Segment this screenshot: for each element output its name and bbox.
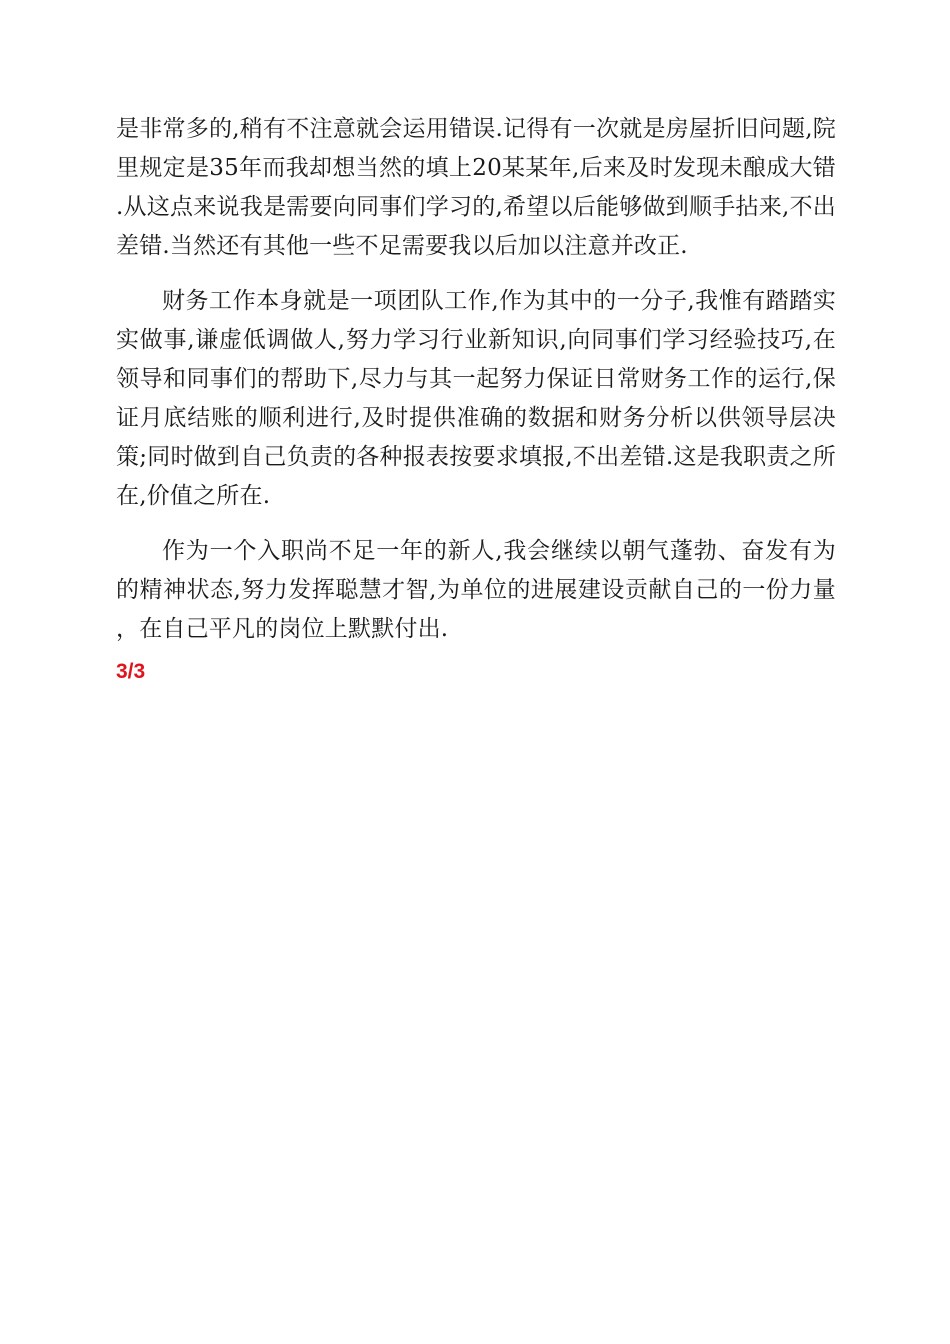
paragraph-continuation: 是非常多的,稍有不注意就会运用错误.记得有一次就是房屋折旧问题,院里规定是35年而我却想当然的填上20某某年,后来及时发现未酿成大错.从这点来说我是需要向同事们学习的,希望以后能够做到顺手拈来,不出差错.当然还有其他一些不足需要我以后加以注意并改正. xyxy=(116,116,836,259)
page-indicator: 3/3 xyxy=(116,660,146,683)
paragraph-newcomer: 作为一个入职尚不足一年的新人,我会继续以朝气蓬勃、奋发有为的精神状态,努力发挥聪慧才智,为单位的进展建设贡献自己的一份力量，在自己平凡的岗位上默默付出. xyxy=(116,538,836,642)
paragraph-team-work: 财务工作本身就是一项团队工作,作为其中的一分子,我惟有踏踏实实做事,谦虚低调做人,努力学习行业新知识,向同事们学习经验技巧,在领导和同事们的帮助下,尽力与其一起努力保证日常财务工作的运行,保证月底结账的顺利进行,及时提供准确的数据和财务分析以供领导层决策;同时做到自己负责的各种报表按要求填报,不出差错.这是我职责之所在,价值之所在. xyxy=(116,288,836,509)
document-body xyxy=(116,110,836,665)
